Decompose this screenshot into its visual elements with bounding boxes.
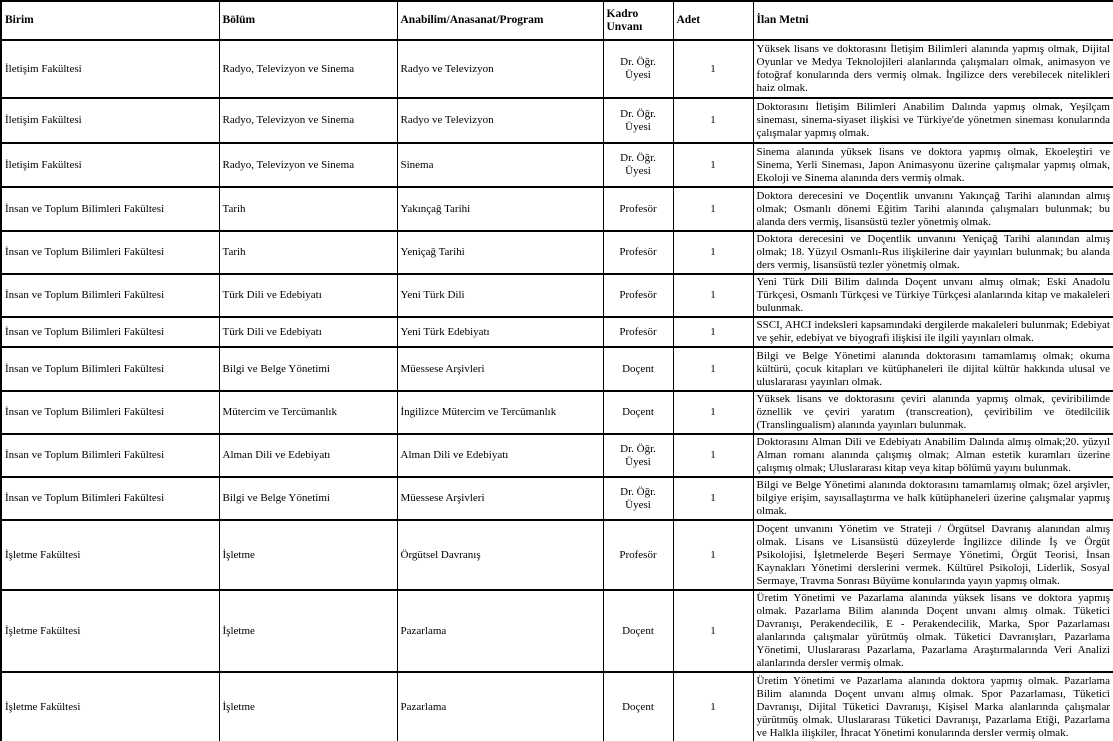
table-row (1, 391, 1113, 434)
column-header-bolum: Bölüm (219, 1, 397, 40)
cell-program: Yeniçağ Tarihi (397, 231, 603, 274)
header-row (1, 1, 1113, 40)
cell-ilan-metni: Sinema alanında yüksek lisans ve doktora yapmış olmak, Ekoeleştiri ve Sinema, Yerli Sineması, Japon Animasyonu üzerine çalışmalar yapmış olmak, Ekoloji ve Sinema alanında ders vermiş olmak. (753, 143, 1113, 187)
cell-adet: 1 (673, 274, 753, 317)
cell-program: Müessese Arşivleri (397, 347, 603, 391)
cell-birim: İletişim Fakültesi (1, 143, 219, 187)
cell-birim: İşletme Fakültesi (1, 520, 219, 590)
cell-birim: İnsan ve Toplum Bilimleri Fakültesi (1, 347, 219, 391)
cell-adet: 1 (673, 40, 753, 98)
cell-ilan-metni: Doktora derecesini ve Doçentlik unvanını Yakınçağ Tarihi alanından almış olmak; Osmanlı dönemi Eğitim Tarihi alanında çalışmaları bulunmak; bu alanda ders vermiş, lisansüstü tezler yönetmiş olmak. (753, 187, 1113, 231)
cell-program: Örgütsel Davranış (397, 520, 603, 590)
table-row (1, 187, 1113, 231)
cell-birim: İnsan ve Toplum Bilimleri Fakültesi (1, 317, 219, 347)
cell-kadro-unvani: Profesör (603, 231, 673, 274)
table-row (1, 317, 1113, 347)
cell-bolum: İşletme (219, 520, 397, 590)
cell-kadro-unvani: Doçent (603, 391, 673, 434)
cell-program: Sinema (397, 143, 603, 187)
cell-birim: İletişim Fakültesi (1, 98, 219, 143)
cell-ilan-metni: Yeni Türk Dili Bilim dalında Doçent unvanı almış olmak; Eski Anadolu Türkçesi, Osmanlı Türkçesi ve Türkiye Türkçesi alanlarında kitap ve makaleleri bulunmak. (753, 274, 1113, 317)
cell-kadro-unvani: Dr. Öğr. Üyesi (603, 434, 673, 477)
table-row (1, 274, 1113, 317)
cell-program: İngilizce Mütercim ve Tercümanlık (397, 391, 603, 434)
cell-adet: 1 (673, 590, 753, 672)
table-row (1, 98, 1113, 143)
column-header-kadro-unvani: Kadro Unvanı (603, 1, 673, 40)
cell-ilan-metni: Yüksek lisans ve doktorasını İletişim Bilimleri alanında yapmış olmak, Dijital Oyunlar ve Medya Teknolojileri alanlarında çalışmaları olmak, animasyon ve fotoğraf konularında ders vermiş olmak. İngilizce ders verebilecek nitelikleri haiz olmak. (753, 40, 1113, 98)
cell-adet: 1 (673, 231, 753, 274)
cell-adet: 1 (673, 391, 753, 434)
table-row (1, 434, 1113, 477)
table-row (1, 231, 1113, 274)
cell-kadro-unvani: Doçent (603, 672, 673, 741)
cell-program: Radyo ve Televizyon (397, 40, 603, 98)
cell-adet: 1 (673, 143, 753, 187)
cell-program: Pazarlama (397, 590, 603, 672)
cell-program: Pazarlama (397, 672, 603, 741)
column-header-ilan-metni: İlan Metni (753, 1, 1113, 40)
cell-adet: 1 (673, 477, 753, 520)
cell-bolum: Türk Dili ve Edebiyatı (219, 274, 397, 317)
table-row (1, 520, 1113, 590)
table-row (1, 347, 1113, 391)
cell-birim: İletişim Fakültesi (1, 40, 219, 98)
cell-kadro-unvani: Profesör (603, 274, 673, 317)
cell-bolum: Radyo, Televizyon ve Sinema (219, 40, 397, 98)
cell-bolum: Radyo, Televizyon ve Sinema (219, 98, 397, 143)
cell-adet: 1 (673, 317, 753, 347)
column-header-adet: Adet (673, 1, 753, 40)
cell-bolum: Bilgi ve Belge Yönetimi (219, 477, 397, 520)
cell-birim: İnsan ve Toplum Bilimleri Fakültesi (1, 391, 219, 434)
cell-birim: İnsan ve Toplum Bilimleri Fakültesi (1, 231, 219, 274)
cell-ilan-metni: Doktora derecesini ve Doçentlik unvanını Yeniçağ Tarihi alanından almış olmak; 18. Yüzyıl Osmanlı-Rus ilişkilerine dair yayınları bulunmak; bu alanda ders vermiş, lisansüstü tezler yönetmiş olmak. (753, 231, 1113, 274)
cell-ilan-metni: Üretim Yönetimi ve Pazarlama alanında yüksek lisans ve doktora yapmış olmak. Pazarlama Bilim alanında Doçent unvanı almış olmak. Tüketici Davranışı, Perakendecilik, E - Perakendecilik, Marka, Spor Pazarlaması alanlarında çalışmalar yürütmüş olmak. Tüketici Davranışları, Pazarlama Yönetimi, Uluslararası Pazarlama, Pazarlama Araştırmalarında Veri Analizi alanlarında dersler vermiş olmak. (753, 590, 1113, 672)
cell-kadro-unvani: Profesör (603, 317, 673, 347)
cell-ilan-metni: Doçent unvanını Yönetim ve Strateji / Örgütsel Davranış alanından almış olmak. Lisans ve Lisansüstü düzeylerde İngilizce dilinde İş ve Örgüt Psikolojisi, İşletmelerde Beşeri Sermaye Yönetimi, Örgüt Teorisi, İnsan Kaynakları Yönetimi derslerini vermek. Kültürel Psikoloji, Liderlik, Sosyal Sermaye, Travma Sonrası Büyüme konularında yayın yapmış olmak. (753, 520, 1113, 590)
cell-program: Radyo ve Televizyon (397, 98, 603, 143)
cell-bolum: İşletme (219, 672, 397, 741)
table-row (1, 40, 1113, 98)
cell-kadro-unvani: Dr. Öğr. Üyesi (603, 477, 673, 520)
cell-ilan-metni: Yüksek lisans ve doktorasını çeviri alanında yapmış olmak, çeviribilimde öznellik ve çeviri yaratım (transcreation), çeviribilim ve ötedilcilik (Translingualism) alanında yayınları bulunmak. (753, 391, 1113, 434)
cell-bolum: Bilgi ve Belge Yönetimi (219, 347, 397, 391)
cell-adet: 1 (673, 672, 753, 741)
table-row (1, 143, 1113, 187)
column-header-program: Anabilim/Anasanat/Program (397, 1, 603, 40)
cell-program: Yakınçağ Tarihi (397, 187, 603, 231)
cell-program: Yeni Türk Edebiyatı (397, 317, 603, 347)
cell-ilan-metni: Bilgi ve Belge Yönetimi alanında doktorasını tamamlamış olmak; okuma kültürü, çocuk kitapları ve kütüphaneleri ile dijital kültür hakkında ulusal ve uluslararası yayınları olmak. (753, 347, 1113, 391)
cell-bolum: Alman Dili ve Edebiyatı (219, 434, 397, 477)
table-row (1, 672, 1113, 741)
cell-ilan-metni: Üretim Yönetimi ve Pazarlama alanında doktora yapmış olmak. Pazarlama Bilim alanında Doçent unvanı almış olmak. Spor Pazarlaması, Tüketici Davranışı, Dijital Tüketici Davranışı, Kişisel Marka alanlarında çalışmalar yürütmüş olmak. Uluslararası Tüketici Davranışı, Pazarlama Etiği, Pazarlama ve Halkla ilişkiler, İhracat Yönetimi konularında dersler vermiş olmak. (753, 672, 1113, 741)
cell-birim: İşletme Fakültesi (1, 672, 219, 741)
cell-bolum: Tarih (219, 231, 397, 274)
cell-ilan-metni: Bilgi ve Belge Yönetimi alanında doktorasını tamamlamış olmak; özel arşivler, bilgiye erişim, sayısallaştırma ve halk kütüphaneleri üzerine çalışmalar yapmış olmak. (753, 477, 1113, 520)
cell-bolum: Radyo, Televizyon ve Sinema (219, 143, 397, 187)
cell-adet: 1 (673, 434, 753, 477)
cell-adet: 1 (673, 520, 753, 590)
cell-kadro-unvani: Dr. Öğr. Üyesi (603, 143, 673, 187)
cell-ilan-metni: Doktorasını Alman Dili ve Edebiyatı Anabilim Dalında almış olmak;20. yüzyıl Alman romanı alanında çalışmış olmak; Alman estetik kuramları üzerine çalışmış olmak; Uluslararası kitap veya kitap bölümü yayını bulunmak. (753, 434, 1113, 477)
cell-kadro-unvani: Doçent (603, 590, 673, 672)
table-body (1, 40, 1113, 741)
cell-kadro-unvani: Profesör (603, 520, 673, 590)
cell-kadro-unvani: Doçent (603, 347, 673, 391)
cell-birim: İnsan ve Toplum Bilimleri Fakültesi (1, 434, 219, 477)
cell-ilan-metni: SSCI, AHCI indeksleri kapsamındaki dergilerde makaleleri bulunmak; Edebiyat ve şehir, edebiyat ve biyografi ilişkisi ile ilgili yayınları olmak. (753, 317, 1113, 347)
cell-adet: 1 (673, 98, 753, 143)
cell-ilan-metni: Doktorasını İletişim Bilimleri Anabilim Dalında yapmış olmak, Yeşilçam sineması, sinema-siyaset ilişkisi ve Türkiye'de yönetmen sineması konularında çalışmalar yapmış olmak. (753, 98, 1113, 143)
cell-bolum: Türk Dili ve Edebiyatı (219, 317, 397, 347)
cell-bolum: Mütercim ve Tercümanlık (219, 391, 397, 434)
cell-birim: İnsan ve Toplum Bilimleri Fakültesi (1, 274, 219, 317)
cell-adet: 1 (673, 347, 753, 391)
cell-birim: İşletme Fakültesi (1, 590, 219, 672)
cell-kadro-unvani: Profesör (603, 187, 673, 231)
cell-program: Alman Dili ve Edebiyatı (397, 434, 603, 477)
cell-bolum: Tarih (219, 187, 397, 231)
cell-program: Yeni Türk Dili (397, 274, 603, 317)
cell-birim: İnsan ve Toplum Bilimleri Fakültesi (1, 477, 219, 520)
column-header-birim: Birim (1, 1, 219, 40)
cell-bolum: İşletme (219, 590, 397, 672)
table-header (1, 1, 1113, 40)
cell-kadro-unvani: Dr. Öğr. Üyesi (603, 40, 673, 98)
cell-adet: 1 (673, 187, 753, 231)
cell-birim: İnsan ve Toplum Bilimleri Fakültesi (1, 187, 219, 231)
table-row (1, 477, 1113, 520)
cell-kadro-unvani: Dr. Öğr. Üyesi (603, 98, 673, 143)
cell-program: Müessese Arşivleri (397, 477, 603, 520)
table-row (1, 590, 1113, 672)
